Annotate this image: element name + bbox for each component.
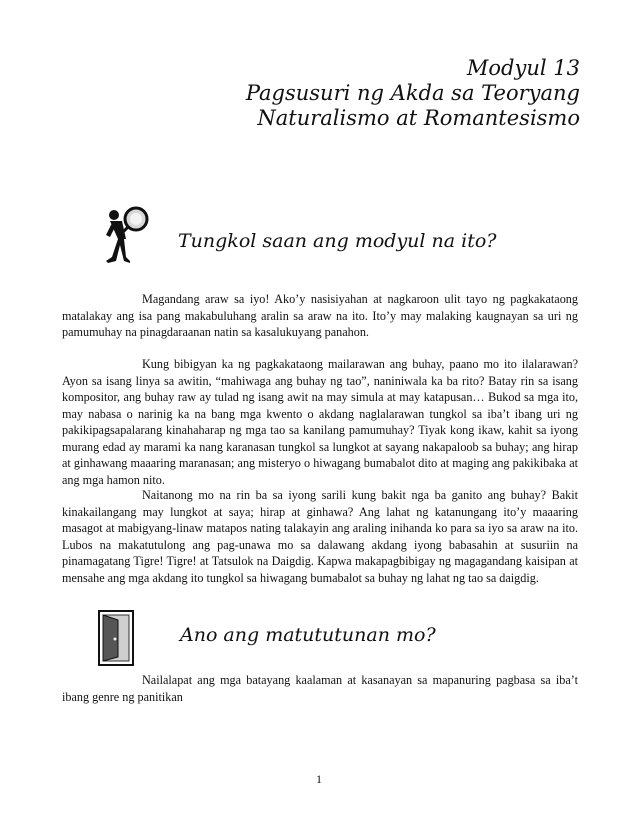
module-title-line-2: Naturalismo at Romantesismo: [257, 106, 580, 130]
intro-paragraph-2: Kung bibigyan ka ng pagkakataong mailarawan ang buhay, paano mo ito ilalarawan? Ayon sa isang linya sa awitin, “mahiwaga ang buhay ng tao”, naniniwala ka ba rito? Batay rin sa isang kompositor, ang buhay raw ay tulad ng isang awit na may simula at may katapusan… Bukod sa mga ito, may nabasa o narinig ka na bang mga kwento o akdang naglalarawan tungkol sa iba’t ibang uri ng pakikipagsapalarang kinahaharap ng mga tao sa kanilang pamumuhay? Tiyak kong ikaw, kahit sa iyong murang edad ay marami ka nang karanasan tungkol sa lungkot at sayang nakapaloob sa buhay; ang hirap at ginhawang maaaring maranasan; ang misteryo o hiwagang bumabalot dito at maging ang pakikibaka at ang mga hamon nito.: [62, 357, 578, 487]
section-heading-learn: Ano ang matututunan mo?: [180, 624, 436, 646]
learning-objective-paragraph: Nailalapat ang mga batayang kaalaman at kasanayan sa mapanuring pagbasa sa iba’t ibang genre ng panitikan: [62, 673, 578, 704]
open-door-icon: [98, 610, 134, 666]
module-title-line-1: Pagsusuri ng Akda sa Teoryang: [245, 81, 580, 105]
intro-paragraph-1: Magandang araw sa iyo! Ako’y nasisiyahan at nagkaroon ulit tayo ng pagkakataong matalakay ang isa pang makabuluhang aralin sa araw na ito. Ito’y may malaking kaugnayan sa uri ng pamumuhay na pinagdaraanan natin sa kasalukuyang panahon.: [62, 292, 578, 339]
intro-paragraph-3: Naitanong mo na rin ba sa iyong sarili kung bakit nga ba ganito ang buhay? Bakit kinakailangang may lungkot at saya; hirap at ginhawa? Ang lahat ng katanungang ito’y maaaring masagot at mabigyang-linaw matapos nating talakayin ang araling inihanda ko para sa iyo sa araw na ito. Lubos na makatutulong ang pag-unawa mo sa dalawang akdang iyong babasahin at susuriin na pinamagatang Tigre! Tigre! at Tatsulok na Daigdig. Kapwa makapagbibigay ng magagandang kaisipan at mensahe ang mga akdang ito tungkol sa hiwagang bumabalot sa buhay ng lahat ng tao sa daigdig.: [62, 488, 578, 585]
magnifying-glass-figure-icon: [100, 205, 152, 267]
module-number: Modyul 13: [466, 56, 580, 80]
page-number: 1: [316, 772, 322, 786]
module-title: [246, 56, 580, 131]
section-heading-about: Tungkol saan ang modyul na ito?: [178, 230, 497, 252]
